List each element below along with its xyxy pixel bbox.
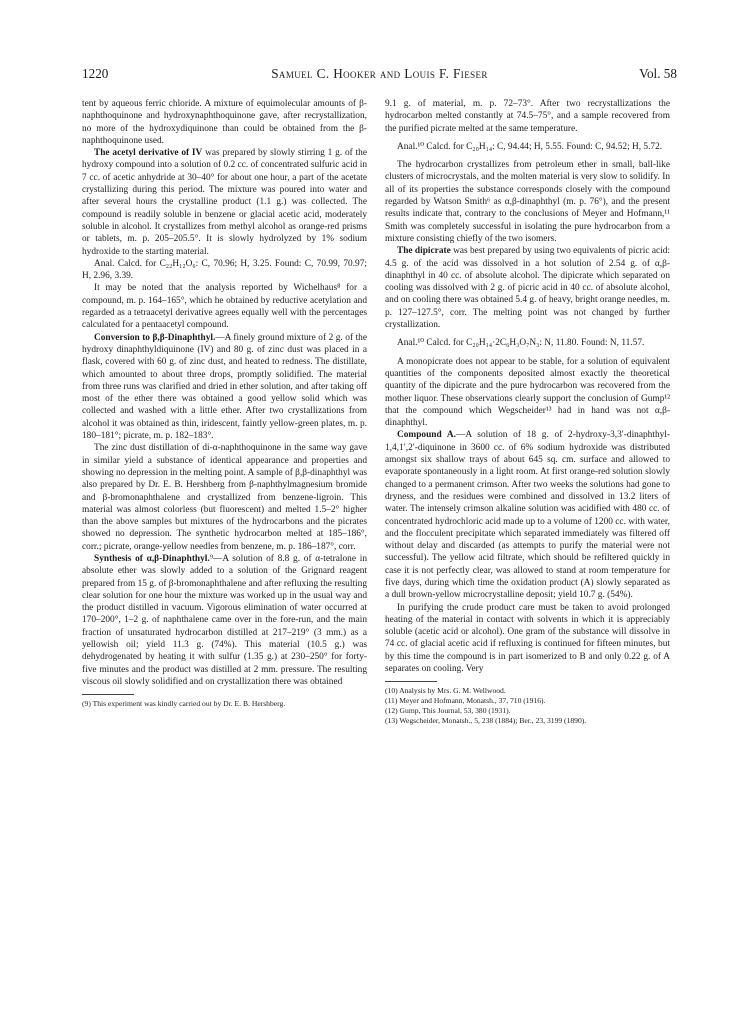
paragraph: Synthesis of α,β-Dinaphthyl.⁹—A solution of 8.8 g. of α-tetralone in absolute ether was slowly added to a solution of the Grignard reagent prepared from 15 g. of β-bromonaphthalene and after refluxing the resulting clear solution for one hour the mixture was worked up in the usual way and the product distilled in vacuum. Vigorous elimination of water occurred at 170–200°, 1–2 g. of naphthalene came over in the fore-run, and the main fraction of unsaturated hydrocarbon distilled at 217–219° (3 mm.) as a yellowish oil; yield 11.3 g. (74%). This material (10.5 g.) was dehydrogenated by heating it with sulfur (1.35 g.) at 230–250° for forty-five minutes and the product was distilled at 2 mm. pressure. The resulting viscous oil slowly solidified and on crystallization there was obtained xyxy=(82,553,367,687)
right-column xyxy=(385,98,670,726)
paragraph: It may be noted that the analysis reported by Wichelhaus⁸ for a compound, m. p. 164–165°, which he obtained by reductive acetylation and regarded as a tetraacetyl derivative agrees equally well with the percentages calculated for a pentaacetyl compound. xyxy=(82,283,367,331)
footnote: (9) This experiment was kindly carried out by Dr. E. B. Hershberg. xyxy=(82,699,286,709)
analysis-line: Anal. Calcd. for C₂₂H₁₂O₆: C, 70.96; H, 3.25. Found: C, 70.99, 70.97; H, 2.96, 3.39. xyxy=(82,258,367,282)
footnote: (11) Meyer and Hofmann, Monatsh., 37, 710 (1916). xyxy=(385,696,546,706)
run-in-heading: The dipicrate xyxy=(397,246,451,257)
footnote-rule xyxy=(385,681,437,682)
left-column xyxy=(82,98,367,709)
run-in-heading: The acetyl derivative of IV xyxy=(94,148,203,159)
paragraph: tent by aqueous ferric chloride. A mixture of equimolecular amounts of β-naphthoquinone and hydroxynaphthoquinone gave, after recrystallization, no more of the hydroxydiquinone than could be obtained from the β-naphthoquinone used. xyxy=(82,99,367,146)
footnote: (10) Analysis by Mrs. G. M. Wellwood. xyxy=(385,686,506,696)
footnote: (12) Gump, This Journal, 53, 380 (1931). xyxy=(385,706,511,716)
paragraph: The hydrocarbon crystallizes from petroleum ether in small, ball-like clusters of microcrystals, and the molten material is very slow to solidify. In all of its properties the substance corresponds closely with the compound regarded by Watson Smith⁶ as α,β-dinaphthyl (m. p. 76°), and the present results indicate that, contrary to the conclusions of Meyer and Hofmann,¹¹ Smith was completely successful in isolating the pure hydrocarbon from a mixture consisting chiefly of the two isomers. xyxy=(385,160,670,244)
paragraph: 9.1 g. of material, m. p. 72–73°. After two recrystallizations the hydrocarbon melted constantly at 74.5–75°, and a sample recovered from the purified picrate melted at the same temperature. xyxy=(385,99,670,134)
page-header xyxy=(82,66,677,84)
paragraph: Compound A.—A solution of 18 g. of 2-hydroxy-3,3′-dinaphthyl-1,4,1′,2′-diquinone in 3600 cc. of 6% sodium hydroxide was distributed amongst six shallow trays of about 645 sq. cm. surface and allowed to evaporate spontaneously in a light room. At first orange-red solution slowly changed to a permanent crimson. After two weeks the solutions had gone to dryness, and the residues were combined and dissolved in 13.2 liters of water. The intensely crimson alkaline solution was acidified with 480 cc. of concentrated hydrochloric acid made up to a volume of 1200 cc. with water, and the flocculent precipitate which separated immediately was filtered off without delay and discarded (as attempts to purify the material were not successful). The yellow acid filtrate, which should be refiltered quickly in case it is not perfectly clear, was allowed to stand at room temperature for five days, during which time the oxidation product (A) slowly separated as a dull brown-yellow microcrystalline deposit; yield 10.7 g. (54%). xyxy=(385,430,670,601)
volume-label: Vol. 58 xyxy=(639,66,677,81)
footnote-rule xyxy=(82,694,134,695)
analysis-line: Anal.¹⁰ Calcd. for C₂₀H₁₄: C, 94.44; H, 5.55. Found: C, 94.52; H, 5.72. xyxy=(397,141,663,152)
paragraph: In purifying the crude product care must be taken to avoid prolonged heating of the material in contact with solvents in which it is appreciably soluble (acetic acid or alcohol). One gram of the substance will dissolve in 74 cc. of glacial acetic acid if refluxing is continued for fifteen minutes, but by this time the compound is in part isomerized to B and only 0.22 g. of A separates on cooling. Very xyxy=(385,602,670,675)
run-in-heading: Synthesis of α,β-Dinaphthyl. xyxy=(94,553,210,564)
run-in-heading: Compound A. xyxy=(397,430,456,441)
paragraph: The zinc dust distillation of di-α-naphthoquinone in the same way gave in similar yield a substance of identical appearance and properties and showing no depression in the melting point. A sample of β,β-dinaphthyl was also prepared by Dr. E. B. Hershberg from β-naphthylmagnesium bromide and β-bromonaphthalene and crystallized from benzene-ligroin. This material was almost colorless (but fluorescent) and melted 1.5–2° higher than the above samples but mixtures of the hydrocarbons and the picrates showed no depression. The synthetic hydrocarbon melted at 185–186°, corr.; picrate, orange-yellow needles from benzene, m. p. 186–187°, corr. xyxy=(82,443,367,552)
run-in-heading: Conversion to β,β-Dinaphthyl. xyxy=(94,332,216,343)
analysis-line: Anal.¹⁰ Calcd. for C₂₀H₁₄·2C₆H₃O₇N₃: N, 11.80. Found: N, 11.57. xyxy=(397,338,645,349)
footnote: (13) Wegscheider, Monatsh., 5, 238 (1884); Ber., 23, 3199 (1890). xyxy=(385,716,587,726)
page-number: 1220 xyxy=(82,66,109,81)
paragraph: The dipicrate was best prepared by using two equivalents of picric acid: 4.5 g. of the acid was dissolved in a hot solution of 2.54 g. of α,β-dinaphthyl in 40 cc. of absolute alcohol. The dipicrate which separated on cooling was dissolved with 2 g. of picric acid in 40 cc. of absolute alcohol, and on cooling there was obtained 5.4 g. of heavy, bright orange needles, m. p. 127–127.5°, corr. The melting point was not changed by further crystallization. xyxy=(385,246,670,331)
paragraph: The acetyl derivative of IV was prepared by slowly stirring 1 g. of the hydroxy compound into a solution of 0.2 cc. of concentrated sulfuric acid in 7 cc. of acetic anhydride at 30–40° for about one hour, a part of the acetate crystallizing during this period. The mixture was poured into water and after several hours the crystalline product (1.1 g.) was collected. The compound is readily soluble in benzene or glacial acetic acid, moderately soluble in alcohol. It crystallizes from methyl alcohol as orange-red prisms or tablets, m. p. 205–205.5°. It is slowly hydrolyzed by 1% sodium hydroxide to the starting material. xyxy=(82,148,367,257)
paragraph: Conversion to β,β-Dinaphthyl.—A finely ground mixture of 2 g. of the hydroxy dinaphthyldiquinone (IV) and 80 g. of zinc dust was placed in a flask, covered with 60 g. of zinc dust, and heated to redness. The distillate, which amounted to about three drops, promptly solidified. The material from three runs was clarified and dried in ether solution, and after taking off most of the ether there was obtained a good yellow solid which was collected and washed with a little ether. After two crystallizations from alcohol it was obtained as thin, iridescent, faintly yellow-green plates, m. p. 180–181°; picrate, m. p. 182–183°. xyxy=(82,332,367,442)
running-head: Samuel C. Hooker and Louis F. Fieser xyxy=(271,66,488,81)
paragraph: A monopicrate does not appear to be stable, for a solution of equivalent quantities of the components deposited almost exactly the theoretical quantity of the dipicrate and the pure hydrocarbon was recovered from the mother liquor. These observations clearly support the conclusion of Gump¹² that the compound which Wegscheider¹³ had in hand was not α,β-dinaphthyl. xyxy=(385,356,670,429)
